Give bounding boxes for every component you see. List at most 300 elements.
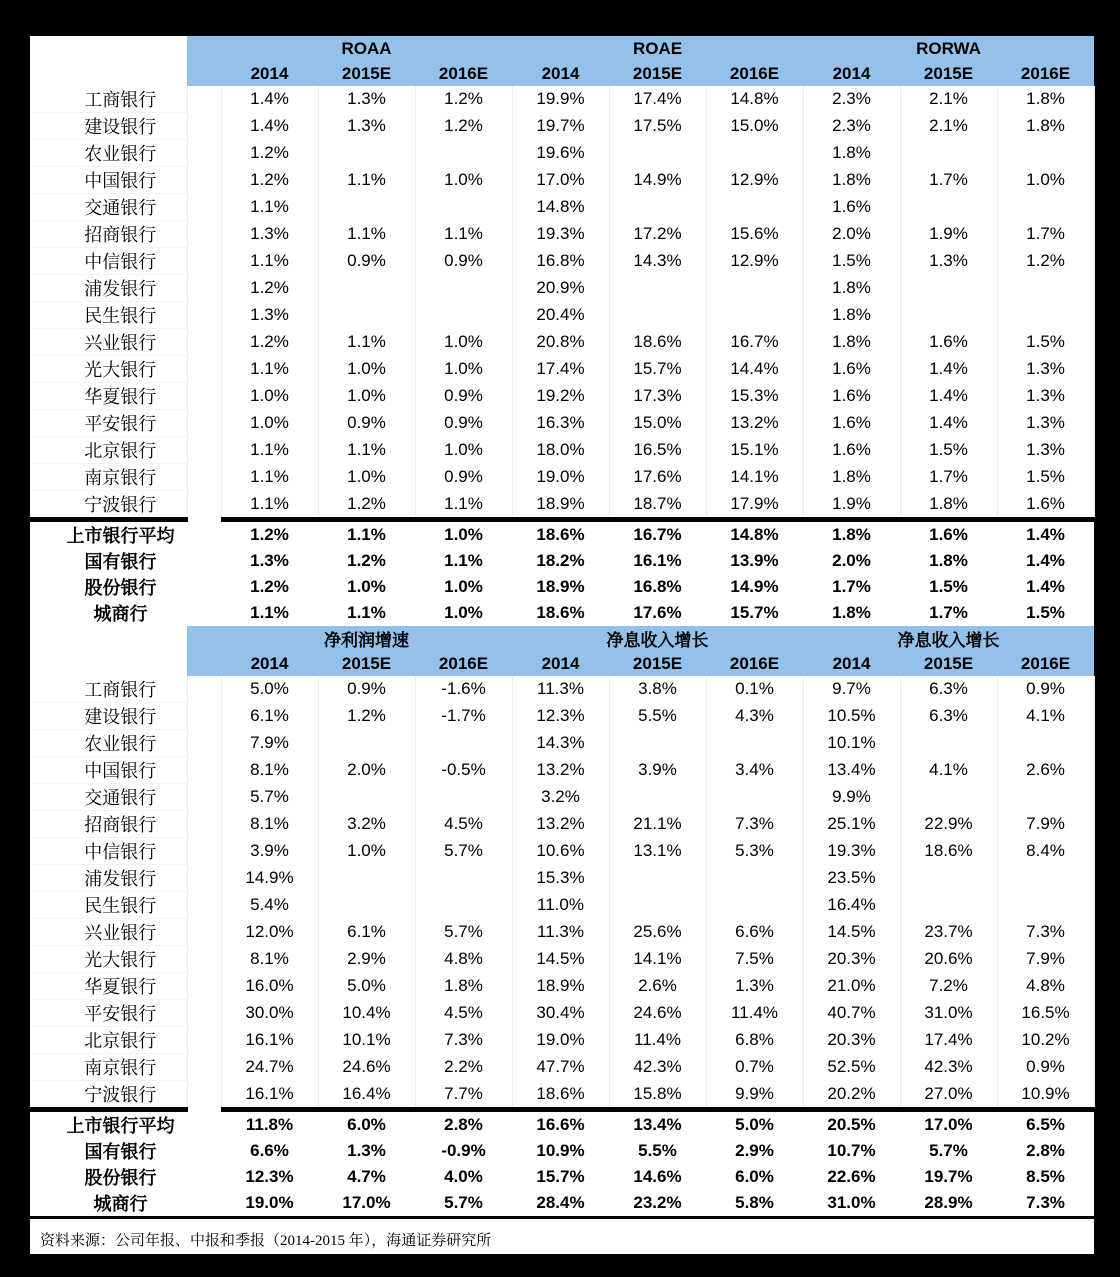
value-cell: 13.2% <box>706 410 803 437</box>
value-cell: 16.4% <box>318 1081 415 1110</box>
value-cell: 19.7% <box>512 113 609 140</box>
value-cell: 1.2% <box>415 86 512 113</box>
spacer-cell <box>187 356 221 383</box>
value-cell <box>415 194 512 221</box>
value-cell: 1.0% <box>444 603 483 623</box>
value-cell: 0.9% <box>318 410 415 437</box>
value-cell: 20.9% <box>512 275 609 302</box>
value-cell: 1.1% <box>415 491 512 520</box>
value-cell: 14.1% <box>706 464 803 491</box>
value-cell: 14.5% <box>512 946 609 973</box>
year-header: 2014 <box>221 651 318 676</box>
value-cell: 17.0% <box>900 1110 997 1139</box>
value-cell: 1.8% <box>803 167 900 194</box>
value-cell: 14.1% <box>609 946 706 973</box>
value-cell: 1.1% <box>221 464 318 491</box>
spacer-cell <box>187 410 221 437</box>
year-header: 2016E <box>415 651 512 676</box>
value-cell <box>609 275 706 302</box>
value-cell <box>997 730 1094 757</box>
year-header: 2014 <box>512 651 609 676</box>
value-cell: 0.9% <box>318 676 415 703</box>
value-cell: 19.2% <box>512 383 609 410</box>
bank-name: 招商银行 <box>30 221 187 248</box>
bank-name: 光大银行 <box>30 356 187 383</box>
value-cell: 1.3% <box>997 410 1094 437</box>
value-cell: 14.9% <box>609 167 706 194</box>
value-cell: 15.3% <box>706 383 803 410</box>
year-header: 2014 <box>803 651 900 676</box>
value-cell: 8.1% <box>221 811 318 838</box>
value-cell: 1.1% <box>318 167 415 194</box>
value-cell: 7.3% <box>997 919 1094 946</box>
spacer-cell <box>187 703 221 730</box>
value-cell: 1.0% <box>415 520 512 549</box>
value-cell: 47.7% <box>512 1054 609 1081</box>
value-cell <box>706 730 803 757</box>
value-cell: 16.8% <box>633 577 682 597</box>
summary-name: 城商行 <box>30 1190 187 1218</box>
value-cell: 20.8% <box>512 329 609 356</box>
value-cell: 0.9% <box>997 1054 1094 1081</box>
bank-name: 南京银行 <box>30 1054 187 1081</box>
table-row <box>30 86 1094 113</box>
value-cell: 1.1% <box>347 603 386 623</box>
value-cell: 5.7% <box>929 1141 968 1161</box>
value-cell: 8.1% <box>221 946 318 973</box>
value-cell: 1.5% <box>997 329 1094 356</box>
bank-name: 招商银行 <box>30 811 187 838</box>
value-cell: 1.1% <box>318 329 415 356</box>
value-cell <box>415 275 512 302</box>
value-cell <box>415 865 512 892</box>
value-cell: 2.2% <box>415 1054 512 1081</box>
value-cell: 17.4% <box>609 86 706 113</box>
value-cell: 19.6% <box>512 140 609 167</box>
value-cell: 21.1% <box>609 811 706 838</box>
value-cell: 1.6% <box>803 194 900 221</box>
value-cell: -1.6% <box>415 676 512 703</box>
value-cell: 4.5% <box>415 811 512 838</box>
table-row <box>30 464 1094 491</box>
value-cell: 1.5% <box>1026 603 1065 623</box>
value-cell: 0.9% <box>997 676 1094 703</box>
value-cell: 20.3% <box>803 1027 900 1054</box>
value-cell <box>415 730 512 757</box>
value-cell <box>318 865 415 892</box>
group-header-row <box>30 36 1094 61</box>
year-header: 2015E <box>609 651 706 676</box>
summary-row <box>30 548 1094 574</box>
value-cell: 1.3% <box>318 113 415 140</box>
table-row <box>30 167 1094 194</box>
year-header: 2014 <box>803 61 900 86</box>
value-cell: 2.0% <box>318 757 415 784</box>
spacer-cell <box>187 221 221 248</box>
value-cell: 25.6% <box>609 919 706 946</box>
bank-name: 民生银行 <box>30 302 187 329</box>
value-cell: 0.9% <box>415 464 512 491</box>
spacer-cell <box>187 811 221 838</box>
value-cell: 18.9% <box>512 491 609 520</box>
value-cell: 19.3% <box>803 838 900 865</box>
value-cell: 13.4% <box>803 757 900 784</box>
bank-name: 工商银行 <box>30 676 187 703</box>
value-cell <box>706 784 803 811</box>
value-cell: 1.2% <box>221 275 318 302</box>
value-cell: 12.9% <box>706 167 803 194</box>
value-cell: 15.1% <box>706 437 803 464</box>
spacer-cell <box>187 113 221 140</box>
value-cell <box>997 892 1094 919</box>
corner-cell <box>30 651 187 676</box>
value-cell <box>318 730 415 757</box>
value-cell: 13.4% <box>609 1110 706 1139</box>
spacer-cell <box>187 194 221 221</box>
value-cell: 24.6% <box>609 1000 706 1027</box>
summary-row <box>30 1138 1094 1164</box>
value-cell: 8.4% <box>997 838 1094 865</box>
value-cell: 1.8% <box>803 520 900 549</box>
value-cell <box>609 892 706 919</box>
value-cell: 1.3% <box>997 383 1094 410</box>
spacer-cell <box>187 1138 221 1164</box>
value-cell <box>609 865 706 892</box>
spacer-cell <box>187 757 221 784</box>
value-cell: 1.4% <box>221 113 318 140</box>
value-cell: 16.5% <box>997 1000 1094 1027</box>
value-cell: 2.6% <box>609 973 706 1000</box>
table-row <box>30 730 1094 757</box>
value-cell: 42.3% <box>609 1054 706 1081</box>
value-cell: 16.0% <box>221 973 318 1000</box>
spacer-cell <box>187 1054 221 1081</box>
spacer-cell <box>187 1081 221 1110</box>
value-cell: 7.9% <box>997 811 1094 838</box>
table-row <box>30 1027 1094 1054</box>
value-cell: 4.1% <box>997 703 1094 730</box>
value-cell: 11.4% <box>706 1000 803 1027</box>
value-cell: 17.4% <box>900 1027 997 1054</box>
value-cell: 19.0% <box>512 1027 609 1054</box>
value-cell <box>997 865 1094 892</box>
value-cell: 2.9% <box>735 1141 774 1161</box>
value-cell: 1.1% <box>318 221 415 248</box>
value-cell: 11.3% <box>512 919 609 946</box>
value-cell: 17.6% <box>633 603 682 623</box>
value-cell: 23.2% <box>609 1190 706 1218</box>
value-cell: 15.0% <box>609 410 706 437</box>
value-cell: 1.8% <box>929 551 968 571</box>
value-cell: 1.4% <box>900 383 997 410</box>
value-cell <box>415 892 512 919</box>
header-spacer-cell <box>187 36 221 61</box>
value-cell: 2.3% <box>803 86 900 113</box>
table-row <box>30 275 1094 302</box>
summary-name: 国有银行 <box>84 552 157 573</box>
spacer-cell <box>187 973 221 1000</box>
table-row <box>30 410 1094 437</box>
corner-cell <box>30 626 187 651</box>
value-cell: 1.3% <box>900 248 997 275</box>
table-row <box>30 194 1094 221</box>
value-cell: 1.8% <box>803 302 900 329</box>
bank-name: 兴业银行 <box>30 329 187 356</box>
summary-row <box>30 520 1094 549</box>
value-cell: 14.6% <box>633 1167 682 1187</box>
value-cell <box>609 140 706 167</box>
value-cell: 19.3% <box>512 221 609 248</box>
value-cell: 16.3% <box>512 410 609 437</box>
bank-name: 民生银行 <box>30 892 187 919</box>
value-cell <box>997 275 1094 302</box>
value-cell <box>318 194 415 221</box>
value-cell: 24.6% <box>318 1054 415 1081</box>
bank-name: 宁波银行 <box>30 491 187 520</box>
value-cell: 1.1% <box>221 356 318 383</box>
value-cell <box>706 892 803 919</box>
table-footnotes <box>30 1219 1094 1277</box>
value-cell: 11.0% <box>512 892 609 919</box>
year-header: 2015E <box>609 61 706 86</box>
value-cell: 1.5% <box>929 577 968 597</box>
value-cell: 16.1% <box>221 1081 318 1110</box>
value-cell: 7.3% <box>997 1190 1094 1218</box>
value-cell: 5.5% <box>609 703 706 730</box>
value-cell: 5.7% <box>221 784 318 811</box>
content-area <box>30 36 1094 1274</box>
value-cell: 3.2% <box>318 811 415 838</box>
value-cell: 12.0% <box>221 919 318 946</box>
value-cell: 1.1% <box>221 248 318 275</box>
summary-name: 股份银行 <box>84 1168 157 1189</box>
spacer-cell <box>187 784 221 811</box>
spacer-cell <box>187 329 221 356</box>
value-cell <box>900 275 997 302</box>
value-cell: 1.8% <box>803 140 900 167</box>
group-header: 净息收入增长 <box>803 626 1094 651</box>
value-cell: 16.7% <box>706 329 803 356</box>
value-cell: 1.9% <box>900 221 997 248</box>
year-header: 2015E <box>318 651 415 676</box>
table-row <box>30 383 1094 410</box>
value-cell: 25.1% <box>803 811 900 838</box>
value-cell: 14.3% <box>512 730 609 757</box>
value-cell: 1.3% <box>318 86 415 113</box>
bank-name: 中国银行 <box>30 167 187 194</box>
bank-name: 交通银行 <box>30 194 187 221</box>
value-cell: -0.9% <box>441 1141 486 1161</box>
value-cell: 1.1% <box>318 520 415 549</box>
bank-name: 中国银行 <box>30 757 187 784</box>
table-row <box>30 437 1094 464</box>
value-cell: 1.1% <box>444 551 483 571</box>
value-cell: 20.3% <box>803 946 900 973</box>
value-cell: 1.4% <box>221 86 318 113</box>
year-header-row <box>30 651 1094 676</box>
value-cell <box>609 302 706 329</box>
value-cell: 1.1% <box>415 221 512 248</box>
value-cell: 1.7% <box>997 221 1094 248</box>
spacer-cell <box>187 1110 221 1139</box>
value-cell: 6.3% <box>900 703 997 730</box>
value-cell: 28.4% <box>512 1190 609 1218</box>
value-cell: 1.0% <box>415 329 512 356</box>
summary-name: 城商行 <box>93 604 148 625</box>
bank-name: 中信银行 <box>30 248 187 275</box>
value-cell: 27.0% <box>900 1081 997 1110</box>
value-cell: 2.3% <box>803 113 900 140</box>
value-cell <box>415 784 512 811</box>
value-cell: 4.8% <box>415 946 512 973</box>
value-cell: 18.0% <box>512 437 609 464</box>
value-cell: 1.0% <box>415 167 512 194</box>
table-row <box>30 248 1094 275</box>
table-row <box>30 302 1094 329</box>
spacer-cell <box>187 1164 221 1190</box>
value-cell: 1.4% <box>900 410 997 437</box>
value-cell: 1.2% <box>221 140 318 167</box>
value-cell: 18.2% <box>536 551 585 571</box>
value-cell: 3.4% <box>706 757 803 784</box>
table-row <box>30 1000 1094 1027</box>
bank-name: 中信银行 <box>30 838 187 865</box>
value-cell: 3.9% <box>609 757 706 784</box>
value-cell: 12.3% <box>245 1167 294 1187</box>
value-cell: 9.9% <box>706 1081 803 1110</box>
value-cell: 5.0% <box>706 1110 803 1139</box>
value-cell: 1.6% <box>900 329 997 356</box>
value-cell: 11.8% <box>221 1110 318 1139</box>
table-row <box>30 676 1094 703</box>
value-cell: 31.0% <box>803 1190 900 1218</box>
spacer-cell <box>187 275 221 302</box>
value-cell: 1.0% <box>415 437 512 464</box>
value-cell <box>609 730 706 757</box>
group-header-row <box>30 626 1094 651</box>
value-cell: 20.4% <box>512 302 609 329</box>
value-cell: 6.1% <box>221 703 318 730</box>
value-cell: 14.8% <box>512 194 609 221</box>
value-cell: 1.6% <box>803 410 900 437</box>
value-cell <box>706 275 803 302</box>
value-cell: 14.9% <box>730 577 779 597</box>
summary-row <box>30 1164 1094 1190</box>
source-note: 资料来源：公司年报、中报和季报（2014-2015 年），海通证券研究所 <box>40 1233 492 1250</box>
value-cell: 17.4% <box>512 356 609 383</box>
bank-name: 农业银行 <box>30 140 187 167</box>
spacer-cell <box>187 167 221 194</box>
bank-name: 南京银行 <box>30 464 187 491</box>
value-cell: 1.1% <box>221 437 318 464</box>
table-row <box>30 946 1094 973</box>
value-cell: 14.8% <box>706 520 803 549</box>
group-header: 净息收入增长 <box>512 626 803 651</box>
spacer-cell <box>187 676 221 703</box>
header-spacer-cell <box>187 651 221 676</box>
value-cell: 7.3% <box>415 1027 512 1054</box>
value-cell: 5.7% <box>415 1190 512 1218</box>
value-cell: 13.9% <box>730 551 779 571</box>
value-cell: 12.3% <box>512 703 609 730</box>
year-header: 2016E <box>415 61 512 86</box>
value-cell: 18.6% <box>609 329 706 356</box>
value-cell: 28.9% <box>900 1190 997 1218</box>
value-cell: 7.3% <box>706 811 803 838</box>
value-cell: 52.5% <box>803 1054 900 1081</box>
group-header: ROAA <box>221 36 512 61</box>
value-cell <box>706 194 803 221</box>
year-header: 2016E <box>997 651 1094 676</box>
value-cell <box>900 784 997 811</box>
value-cell: 1.1% <box>250 603 289 623</box>
spacer-cell <box>187 946 221 973</box>
spacer-cell <box>187 1000 221 1027</box>
value-cell <box>900 302 997 329</box>
value-cell: 18.6% <box>900 838 997 865</box>
value-cell: 15.7% <box>536 1167 585 1187</box>
value-cell: 1.5% <box>997 464 1094 491</box>
value-cell: 10.4% <box>318 1000 415 1027</box>
spacer-cell <box>187 892 221 919</box>
value-cell: 1.1% <box>221 194 318 221</box>
value-cell: 3.9% <box>221 838 318 865</box>
value-cell <box>706 302 803 329</box>
value-cell: 14.4% <box>706 356 803 383</box>
value-cell: 13.2% <box>512 757 609 784</box>
spacer-cell <box>187 491 221 520</box>
value-cell: 11.3% <box>512 676 609 703</box>
value-cell: 1.2% <box>318 491 415 520</box>
value-cell: 6.1% <box>318 919 415 946</box>
table-row <box>30 703 1094 730</box>
value-cell: 6.6% <box>706 919 803 946</box>
value-cell: 42.3% <box>900 1054 997 1081</box>
value-cell: 4.0% <box>444 1167 483 1187</box>
section-growth <box>30 626 1094 1218</box>
year-header: 2015E <box>900 61 997 86</box>
summary-name: 国有银行 <box>84 1142 157 1163</box>
spacer-cell <box>187 464 221 491</box>
value-cell: 14.3% <box>609 248 706 275</box>
value-cell: 1.6% <box>803 356 900 383</box>
value-cell: 15.8% <box>609 1081 706 1110</box>
value-cell: 20.2% <box>803 1081 900 1110</box>
value-cell: 1.3% <box>997 437 1094 464</box>
spacer-cell <box>187 520 221 549</box>
value-cell: 4.7% <box>347 1167 386 1187</box>
bank-metrics-table <box>30 36 1095 1219</box>
value-cell: 1.1% <box>318 437 415 464</box>
table-row <box>30 140 1094 167</box>
year-header: 2014 <box>221 61 318 86</box>
value-cell: 1.2% <box>347 551 386 571</box>
bank-name: 交通银行 <box>30 784 187 811</box>
value-cell: 8.1% <box>221 757 318 784</box>
value-cell: 20.6% <box>900 946 997 973</box>
value-cell: 21.0% <box>803 973 900 1000</box>
value-cell: 15.6% <box>706 221 803 248</box>
value-cell: -1.7% <box>415 703 512 730</box>
value-cell: 2.0% <box>832 551 871 571</box>
value-cell <box>997 140 1094 167</box>
value-cell: 1.8% <box>997 113 1094 140</box>
table-row <box>30 892 1094 919</box>
value-cell: 9.7% <box>803 676 900 703</box>
value-cell <box>706 865 803 892</box>
bank-name: 华夏银行 <box>30 383 187 410</box>
value-cell <box>900 865 997 892</box>
